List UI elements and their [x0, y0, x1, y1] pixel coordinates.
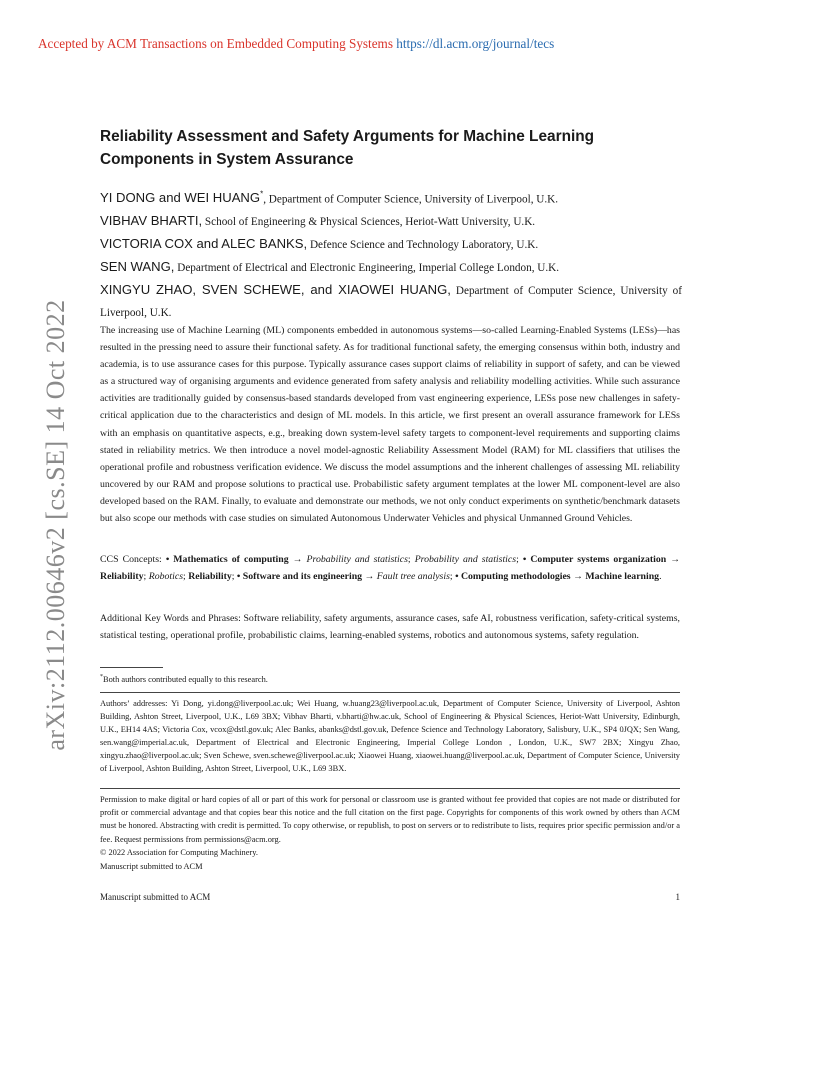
journal-link[interactable]: https://dl.acm.org/journal/tecs [396, 36, 555, 51]
author-names: SEN WANG, [100, 259, 175, 275]
equal-contribution-footnote: *Both authors contributed equally to this research. [100, 674, 268, 684]
author-affiliation: , Department of Computer Science, University of Liverpool, U.K. [263, 193, 559, 206]
author-affiliation: Department of Computer Science, University of Liverpool, U.K. [100, 285, 682, 320]
copyright-notice: © 2022 Association for Computing Machinery. [100, 848, 258, 857]
footnote-divider [100, 667, 163, 668]
author-line [100, 233, 682, 256]
permission-divider [100, 788, 680, 789]
author-line [100, 256, 682, 279]
author-affiliation: Defence Science and Technology Laboratory, U.K. [307, 239, 539, 252]
ccs-concepts: CCS Concepts: • Mathematics of computing → Probability and statistics; Probability and statistics; • Computer systems organization → Reliability; Robotics; Reliability; • Software and its engineering → Fault tree analysis; • Computing methodologies → Machine learning. [100, 554, 681, 582]
author-line [100, 279, 682, 324]
author-line [100, 184, 682, 210]
paper-title: Reliability Assessment and Safety Arguments for Machine Learning Components in System Assurance [100, 128, 595, 168]
permission-notice: Permission to make digital or hard copies of all or part of this work for personal or classroom use is granted without fee provided that copies are not made or distributed for profit or commercial advantage and that copies bear this notice and the full citation on the first page. Copyrights for components of this work owned by others than ACM must be honored. Abstracting with credit is permitted. To copy otherwise, or republish, to post on servers or to redistribute to lists, requires prior specific permission and/or a fee. Request permissions from permissions@acm.org. [100, 795, 680, 844]
page-number: 1 [675, 892, 680, 902]
abstract: The increasing use of Machine Learning (ML) components embedded in autonomous systems—so-called Learning-Enabled Systems (LESs)—has resulted in the pressing need to assure their functional safety. As for traditional functional safety, the emerging consensus within both, industry and academia, is to use assurance cases for this purpose. Typically assurance cases support claims of reliability in support of safety, and can be viewed as a structured way of organising arguments and evidence generated from safety analysis and reliability modelling activities. While such assurance activities are traditionally guided by consensus-based standards developed from vast engineering experience, LESs pose new challenges in safety-critical application due to the characteristics and design of ML models. In this article, we first present an overall assurance framework for LESs with an emphasis on quantitative aspects, e.g., breaking down system-level safety targets to component-level requirements and supporting claims stated in reliability metrics. We then introduce a novel model-agnostic Reliability Assessment Model (RAM) for ML classifiers that utilises the operational profile and robustness verification evidence. We discuss the model assumptions and the inherent challenges of assessing ML reliability uncovered by our RAM and propose solutions to practical use. Probabilistic safety argument templates at the lower ML component-level are also developed based on the RAM. Finally, to evaluate and demonstrate our methods, we not only conduct experiments on synthetic/benchmark datasets but also scope our methods with case studies on simulated Autonomous Underwater Vehicles and physical Unmanned Ground Vehicles. [100, 325, 680, 525]
keywords: Additional Key Words and Phrases: Software reliability, safety arguments, assurance cases, safe AI, robustness verification, safety-critical systems, statistical testing, operational profile, probabilistic claims, learning-enabled systems, robotics and autonomous systems, safety regulation. [100, 613, 680, 641]
author-names: VICTORIA COX and ALEC BANKS, [100, 236, 308, 252]
submission-note: Manuscript submitted to ACM [100, 862, 203, 871]
author-line [100, 210, 682, 233]
author-addresses: Authors’ addresses: Yi Dong, yi.dong@liverpool.ac.uk; Wei Huang, w.huang23@liverpool.ac.uk, Department of Computer Science, University of Liverpool, Ashton Building, Ashton Street, Liverpool, U.K., L69 3BX; Vibhav Bharti, v.bharti@hw.ac.uk, School of Engineering & Physical Sciences, Heriot-Watt University, Edinburgh, U.K., EH14 4AS; Victoria Cox, vcox@dstl.gov.uk; Alec Banks, abanks@dstl.gov.uk, Defence Science and Technology Laboratory, Salisbury, U.K., SP4 0JQX; Sen Wang, sen.wang@imperial.ac.uk, Department of Electrical and Electronic Engineering, Imperial College London , London, U.K., SW7 2BX; Xingyu Zhao, xingyu.zhao@liverpool.ac.uk; Sven Schewe, sven.schewe@liverpool.ac.uk; Xiaowei Huang, xiaowei.huang@liverpool.ac.uk, Department of Computer Science, University of Liverpool, Ashton Building, Ashton Street, Liverpool, U.K., L69 3BX. [100, 699, 680, 774]
accepted-notice: Accepted by ACM Transactions on Embedded Computing Systems [38, 36, 393, 51]
author-names: VIBHAV BHARTI, [100, 213, 203, 229]
author-names: YI DONG and WEI HUANG* [100, 190, 264, 206]
author-affiliation: School of Engineering & Physical Sciences, Heriot-Watt University, U.K. [202, 216, 536, 229]
running-footer: Manuscript submitted to ACM [100, 892, 211, 902]
author-names: XINGYU ZHAO, SVEN SCHEWE, and XIAOWEI HUANG, [100, 282, 451, 298]
addresses-divider [100, 692, 680, 693]
author-affiliation: Department of Electrical and Electronic Engineering, Imperial College London, U.K. [174, 262, 560, 275]
equal-contribution-mark: * [260, 190, 264, 199]
author-list [100, 184, 682, 324]
arxiv-stamp: arXiv:2112.00646v2 [cs.SE] 14 Oct 2022 [41, 299, 70, 751]
journal-header [38, 36, 554, 52]
